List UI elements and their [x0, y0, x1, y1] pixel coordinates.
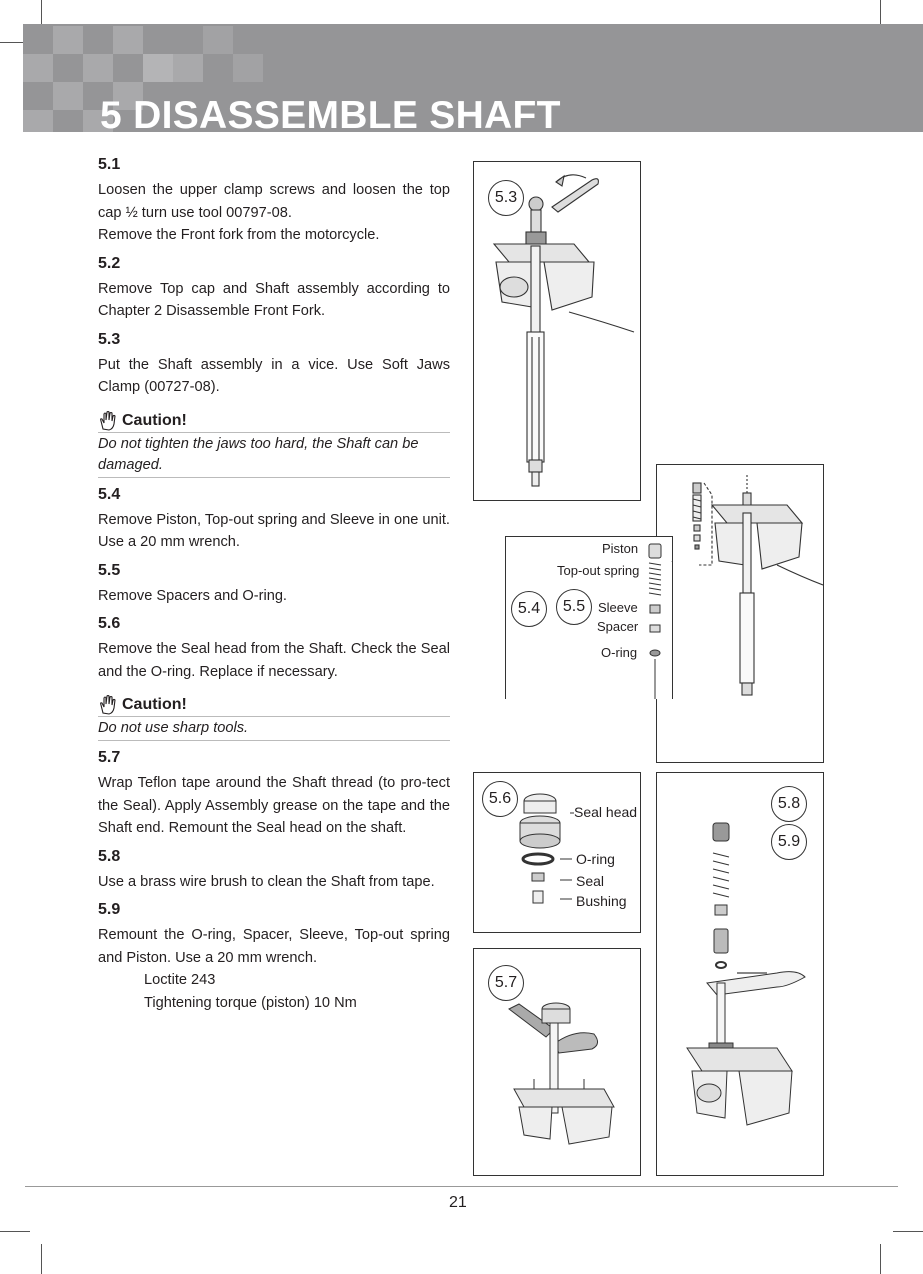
- spec-note: Tightening torque (piston) 10 Nm: [144, 994, 357, 1011]
- hand-stop-icon: [98, 695, 120, 715]
- step-text: Remove the Seal head from the Shaft. Check the Seal and the O-ring. Replace if necessary.: [98, 641, 450, 680]
- figure-badge: 5.4: [511, 591, 547, 627]
- part-label: Spacer: [597, 619, 639, 634]
- crop-mark: [0, 1231, 30, 1232]
- step-text: Remove Spacers and O-ring.: [98, 587, 287, 604]
- figure-badge: 5.3: [488, 180, 524, 216]
- figure-5-4-parts: [505, 536, 673, 699]
- page-title: 5 DISASSEMBLE SHAFT: [100, 94, 561, 132]
- step-text: Remove Top cap and Shaft assembly according to Chapter 2 Disassemble Front Fork.: [98, 280, 450, 319]
- step-text: Loosen the upper clamp screws and loosen the top cap ½ turn use tool 00797-08.: [98, 182, 450, 221]
- footer-divider: [25, 1186, 898, 1187]
- step-text: Wrap Teflon tape around the Shaft thread (to pro-tect the Seal). Apply Assembly grease on the tape and the Shaft end. Remount the Seal head on the shaft.: [98, 775, 450, 836]
- step-text: Use a brass wire brush to clean the Shaft from tape.: [98, 873, 435, 890]
- step-text: Put the Shaft assembly in a vice. Use Soft Jaws Clamp (00727-08).: [98, 356, 450, 395]
- figure-badge: 5.9: [771, 824, 807, 860]
- crop-mark: [41, 1244, 42, 1274]
- instructions-column: [98, 150, 450, 1014]
- hand-stop-icon: [98, 411, 120, 431]
- part-label: Bushing: [576, 893, 627, 909]
- step-number: 5.5: [98, 561, 121, 579]
- figure-5-4-vice: [656, 464, 824, 763]
- part-label: Piston: [602, 541, 639, 556]
- figure-5-6: [473, 772, 641, 933]
- step-text: Remove the Front fork from the motorcycle.: [98, 227, 380, 243]
- figure-badge: 5.6: [482, 781, 518, 817]
- step-number: 5.9: [98, 901, 121, 918]
- spec-note: Loctite 243: [144, 972, 216, 988]
- step-number: 5.8: [98, 847, 121, 865]
- figure-5-8: [656, 772, 824, 1176]
- crop-mark: [893, 1231, 923, 1232]
- figure-badge: 5.8: [771, 786, 807, 822]
- caution-text: Do not tighten the jaws too hard, the Shaft can be damaged.: [98, 432, 450, 478]
- step-number: 5.3: [98, 330, 121, 348]
- figure-5-3: [473, 161, 641, 501]
- figure-5-7: [473, 948, 641, 1176]
- part-label: Sleeve: [598, 600, 638, 615]
- step-text: Remount the O-ring, Spacer, Sleeve, Top-out spring and Piston. Use a 20 mm wrench.: [98, 927, 450, 966]
- caution-title: Caution!: [122, 411, 187, 429]
- caution-block: [98, 411, 450, 478]
- caution-text: Do not use sharp tools.: [98, 716, 450, 741]
- step-text: Remove Piston, Top-out spring and Sleeve in one unit. Use a 20 mm wrench.: [98, 511, 450, 550]
- caution-block: [98, 695, 450, 741]
- step-number: 5.2: [98, 254, 121, 272]
- step-number: 5.4: [98, 485, 121, 503]
- part-label: O-ring: [601, 645, 638, 660]
- caution-title: Caution!: [122, 696, 187, 713]
- crop-mark: [880, 1244, 881, 1274]
- figure-badge: 5.7: [488, 965, 524, 1001]
- figure-badge: 5.5: [556, 589, 592, 625]
- step-number: 5.1: [98, 156, 121, 173]
- part-label: Top-out spring: [557, 563, 640, 578]
- step-number: 5.6: [98, 615, 121, 632]
- vice-disassembly-illustration: [657, 465, 823, 762]
- part-label: Seal head: [574, 804, 638, 820]
- part-label: O-ring: [576, 851, 615, 867]
- page-number: 21: [449, 1194, 467, 1211]
- part-label: Seal: [576, 873, 605, 889]
- step-number: 5.7: [98, 749, 121, 766]
